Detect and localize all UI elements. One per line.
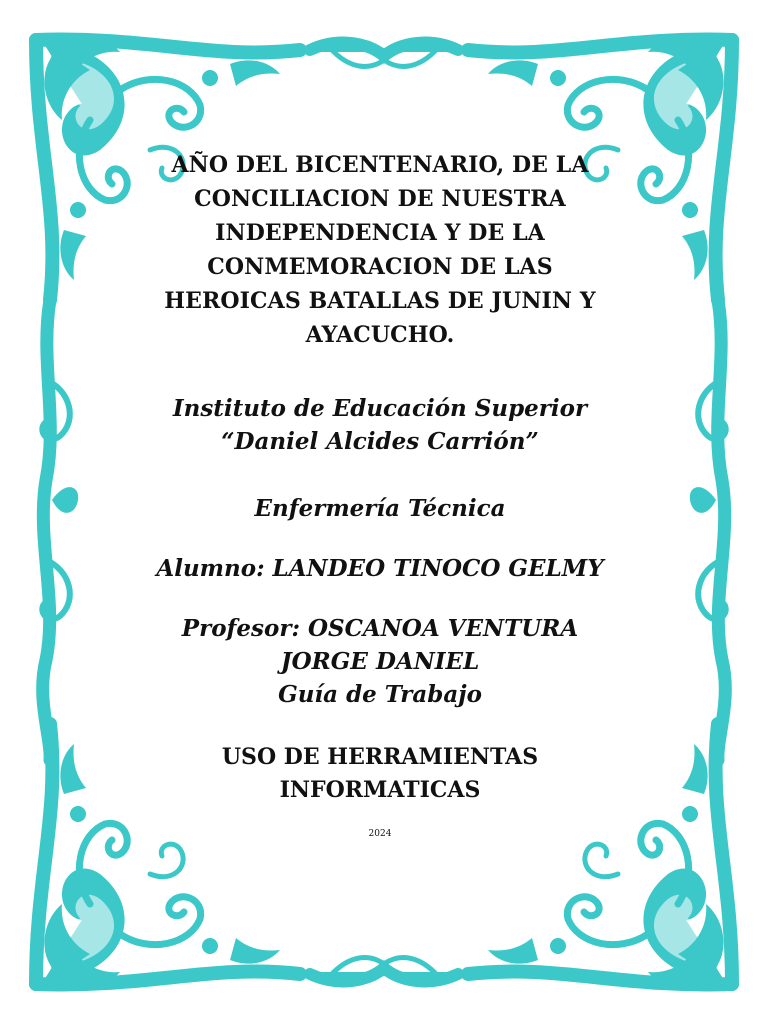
- professor-name: Profesor: OSCANOA VENTURA: [181, 615, 579, 642]
- year-label: 2024: [368, 829, 392, 839]
- student-name: Alumno: LANDEO TINOCO GELMY: [156, 555, 604, 582]
- professor-name-line2: JORGE DANIEL: [280, 648, 480, 675]
- motto-line: INDEPENDENCIA Y DE LA: [215, 220, 545, 246]
- course-title-line2: INFORMATICAS: [279, 777, 481, 803]
- motto-line: CONMEMORACION DE LAS: [207, 254, 553, 280]
- motto-line: HEROICAS BATALLAS DE JUNIN Y: [164, 288, 596, 314]
- course-title: USO DE HERRAMIENTAS: [221, 744, 539, 770]
- institute-name: Instituto de Educación Superior: [172, 395, 588, 422]
- cover-text: [130, 148, 630, 841]
- motto-line: CONCILIACION DE NUESTRA: [194, 186, 566, 212]
- program-name: Enfermería Técnica: [254, 495, 506, 522]
- institute-name-line2: “Daniel Alcides Carrión”: [221, 428, 539, 455]
- year-motto: [130, 148, 630, 352]
- motto-line: AÑO DEL BICENTENARIO, DE LA: [171, 152, 589, 178]
- motto-line: AYACUCHO.: [305, 322, 455, 348]
- document-type: Guía de Trabajo: [278, 681, 482, 708]
